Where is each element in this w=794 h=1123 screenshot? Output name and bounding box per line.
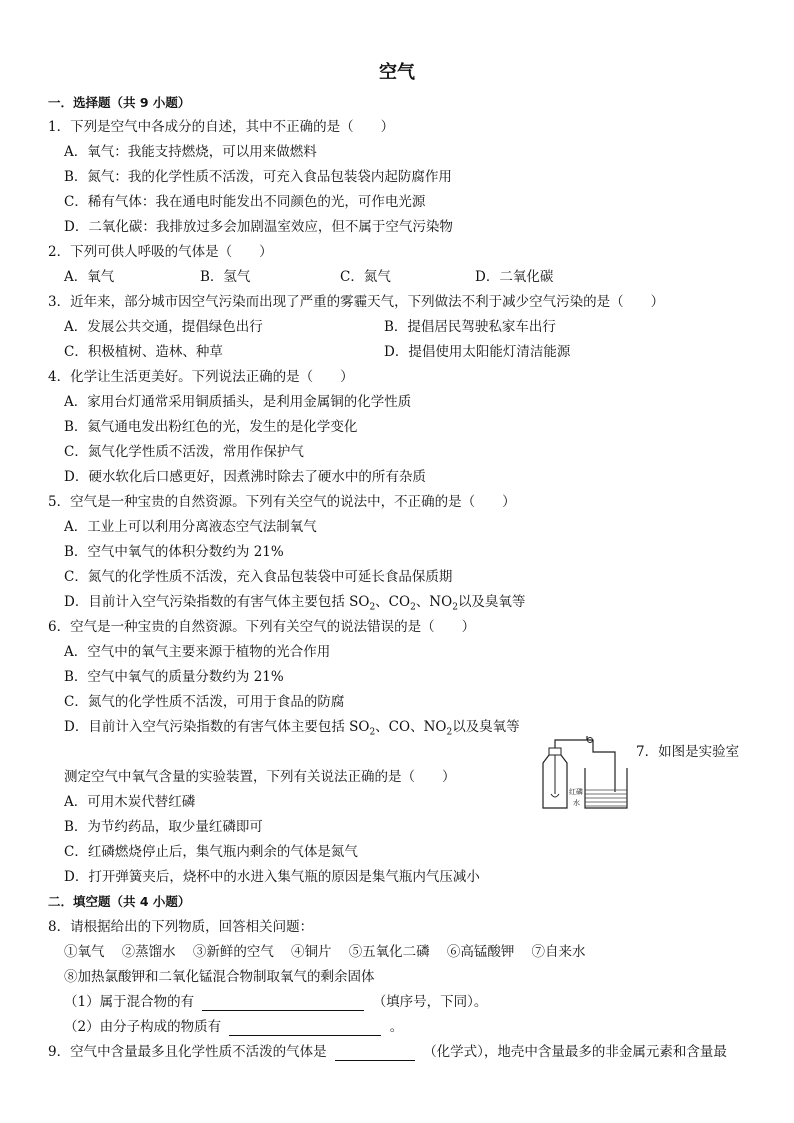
substance-6: ⑥高锰酸钾 bbox=[446, 944, 515, 960]
section-heading-choice: 一．选择题（共 9 小题） bbox=[48, 95, 191, 110]
question-5-stem: 5．空气是一种宝贵的自然资源。下列有关空气的说法中，不正确的是（ ） bbox=[48, 494, 516, 510]
question-4-stem: 4．化学让生活更美好。下列说法正确的是（ ） bbox=[48, 369, 354, 385]
question-7-option-b: B．为节约药品，取少量红磷即可 bbox=[64, 819, 263, 835]
question-7-option-d: D．打开弹簧夹后，烧杯中的水进入集气瓶的原因是集气瓶内气压减小 bbox=[64, 869, 480, 885]
question-5-option-b: B．空气中氧气的体积分数约为 21% bbox=[64, 544, 284, 560]
label-red-phosphorus: 红磷 bbox=[569, 788, 583, 796]
page-title: 空气 bbox=[379, 62, 415, 83]
question-4-option-b: B．氦气通电发出粉红色的光，发生的是化学变化 bbox=[64, 419, 358, 435]
question-8-stem: 8．请根据给出的下列物质，回答相关问题： bbox=[48, 919, 314, 935]
question-2-option-b: B．氢气 bbox=[200, 269, 251, 285]
question-5-option-c: C．氮气的化学性质不活泼，充入食品包装袋中可延长食品保质期 bbox=[64, 569, 453, 585]
substance-5: ⑤五氧化二磷 bbox=[348, 944, 430, 960]
sub-2-prompt: （2）由分子构成的物质有 bbox=[64, 1019, 222, 1035]
q9-suffix: （化学式），地壳中含量最多的非金属元素和含量最 bbox=[423, 1044, 727, 1060]
question-2-option-a: A．氧气 bbox=[64, 269, 115, 285]
substance-4: ④铜片 bbox=[291, 944, 332, 960]
spoon-bowl bbox=[551, 794, 559, 797]
question-7-option-a: A．可用木炭代替红磷 bbox=[64, 794, 196, 810]
question-2-stem: 2．下列可供人呼吸的气体是（ ） bbox=[48, 244, 273, 260]
question-3-option-d: D．提倡使用太阳能灯清洁能源 bbox=[384, 344, 571, 360]
question-8-sub-2 bbox=[64, 1018, 403, 1036]
answer-blank-3[interactable] bbox=[335, 1046, 415, 1061]
question-2-option-d: D．二氧化碳 bbox=[475, 269, 554, 285]
label-water: 水 bbox=[573, 799, 580, 807]
question-1-option-a: A．氧气：我能支持燃烧，可以用来做燃料 bbox=[64, 144, 317, 160]
substance-7: ⑦自来水 bbox=[531, 944, 586, 960]
question-1-stem: 1．下列是空气中各成分的自述，其中不正确的是（ ） bbox=[48, 119, 395, 135]
question-6-option-a: A．空气中的氧气主要来源于植物的光合作用 bbox=[64, 644, 331, 660]
question-6-option-c: C．氮气的化学性质不活泼，可用于食品的防腐 bbox=[64, 694, 345, 710]
question-3-option-c: C．积极植树、造林、种草 bbox=[64, 344, 223, 360]
question-5-option-d: D．目前计入空气污染指数的有害气体主要包括 $SO_2$、$CO_2$、$NO_2$以及臭氧等 bbox=[64, 594, 526, 613]
answer-blank-1[interactable] bbox=[202, 996, 364, 1011]
question-6-option-d: D．目前计入空气污染指数的有害气体主要包括 $SO_2$、CO、$NO_2$以及臭氧等 bbox=[64, 719, 520, 738]
substance-3: ③新鲜的空气 bbox=[192, 944, 274, 960]
question-4-option-d: D．硬水软化后口感更好，因煮沸时除去了硬水中的所有杂质 bbox=[64, 469, 426, 485]
question-3-stem: 3．近年来，部分城市因空气污染而出现了严重的雾霾天气，下列做法不利于减少空气污染的是（ ） bbox=[48, 294, 665, 310]
apparatus-figure bbox=[527, 734, 631, 812]
stopper bbox=[549, 748, 561, 755]
answer-blank-2[interactable] bbox=[229, 1021, 381, 1036]
q9-prompt: 9．空气中含量最多且化学性质不活泼的气体是 bbox=[48, 1044, 327, 1060]
question-2-option-c: C．氮气 bbox=[340, 269, 391, 285]
question-6-stem: 6．空气是一种宝贵的自然资源。下列有关空气的说法错误的是（ ） bbox=[48, 619, 476, 635]
question-1-option-d: D．二氧化碳：我排放过多会加剧温室效应，但不属于空气污染物 bbox=[64, 219, 453, 235]
question-3-option-b: B．提倡居民驾驶私家车出行 bbox=[384, 319, 556, 335]
question-7-lead: 7．如图是实验室 bbox=[636, 744, 740, 760]
question-4-option-a: A．家用台灯通常采用铜质插头，是利用金属铜的化学性质 bbox=[64, 394, 412, 410]
section-heading-fill: 二．填空题（共 4 小题） bbox=[48, 894, 191, 909]
question-6-option-b: B．空气中氧气的质量分数约为 21% bbox=[64, 669, 284, 685]
question-4-option-c: C．氮气化学性质不活泼，常用作保护气 bbox=[64, 444, 304, 460]
substance-1: ①氧气 bbox=[64, 944, 105, 960]
substance-2: ②蒸馏水 bbox=[121, 944, 176, 960]
sub-1-prompt: （1）属于混合物的有 bbox=[64, 994, 195, 1010]
question-1-option-b: B．氮气：我的化学性质不活泼，可充入食品包装袋内起防腐作用 bbox=[64, 169, 452, 185]
question-8-sub-1 bbox=[64, 993, 487, 1011]
question-8-items bbox=[64, 943, 586, 961]
question-1-option-c: C．稀有气体：我在通电时能发出不同颜色的光，可作电光源 bbox=[64, 194, 426, 210]
question-5-option-a: A．工业上可以利用分离液态空气法制氧气 bbox=[64, 519, 317, 535]
question-7-option-c: C．红磷燃烧停止后，集气瓶内剩余的气体是氮气 bbox=[64, 844, 358, 860]
sub-2-suffix: 。 bbox=[389, 1019, 404, 1035]
question-3-option-a: A．发展公共交通，提倡绿色出行 bbox=[64, 319, 263, 335]
water-hatching bbox=[585, 790, 627, 806]
sub-1-suffix: （填序号，下同）。 bbox=[372, 994, 488, 1010]
question-7-stem: 测定空气中氧气含量的实验装置，下列有关说法正确的是（ ） bbox=[64, 769, 456, 785]
substance-8: ⑧加热氯酸钾和二氧化锰混合物制取氧气的剩余固体 bbox=[64, 969, 375, 985]
question-9-stem bbox=[48, 1043, 727, 1061]
